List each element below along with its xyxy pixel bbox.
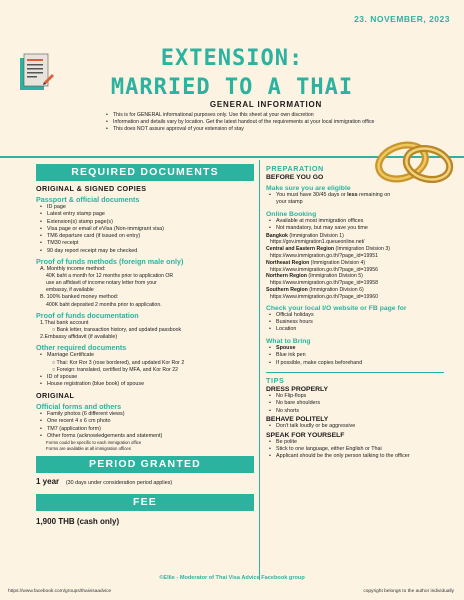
before-you-go-heading: BEFORE YOU GO (266, 174, 324, 181)
list-item: • Available at most immigration offices (266, 218, 446, 225)
list-item: • Spouse (266, 345, 446, 352)
forms-note: Forms could be specific to each immigration office (46, 440, 142, 446)
eligible-list (266, 192, 446, 207)
official-forms-heading: Official forms and others (36, 402, 122, 412)
list-item: • TM30 receipt (40, 240, 254, 247)
preparation-heading: PREPARATION (266, 164, 324, 173)
list-item: • Visa page or email of eVisa (Non-immigrant visa) (40, 226, 254, 233)
official-forms-list (40, 411, 254, 440)
forms-note: Forms are available at all immigration offices (46, 445, 131, 451)
copyright-note: copyright belongs to the author individually (363, 589, 454, 594)
proof-of-funds-heading: Proof of funds methods (foreign male only) (36, 257, 184, 267)
check-local-heading: Check your local I/O website or FB page for (266, 304, 407, 312)
page-title-line1: EXTENSION: (160, 46, 304, 71)
passport-list (40, 204, 254, 255)
region-northern: Northern Region (Immigration Division 5) https://www.immigration.go.th/?page_id=19958 (266, 273, 446, 287)
what-to-bring-heading: What to Bring (266, 337, 311, 345)
list-item: • One recent 4 x 6 cm photo (40, 418, 254, 425)
region-link[interactable]: https://www.immigration.go.th/?page_id=19951 (270, 253, 378, 260)
region-southern: Southern Region (Immigration Division 6) https://www.immigration.go.th/?page_id=19960 (266, 287, 446, 301)
date-label: 23. NOVEMBER, 2023 (354, 14, 450, 24)
proof-method-a-line: 40K baht a month for 12 months prior to application OR (46, 273, 174, 280)
speak-heading: SPEAK FOR YOURSELF (266, 431, 345, 439)
proof-method-b-line: 400K baht deposited 2 months prior to application. (46, 301, 162, 308)
marriage-subitem: ○ Thai: Kor Ror 3 (rose bordered), and updated Kor Ror 2 (52, 359, 185, 366)
marriage-subitem: ○ Foreign: translated, certified by MFA, and Kor Ror 22 (52, 366, 178, 373)
fee-banner: FEE (36, 494, 254, 511)
required-documents-banner: REQUIRED DOCUMENTS (36, 164, 254, 181)
list-item: • Marriage Certificate (40, 352, 254, 359)
list-item: • Extension(s) stamp page(s) (40, 219, 254, 226)
online-booking-heading: Online Booking (266, 210, 317, 218)
list-item: • Not mandatory, but may save you time (266, 225, 446, 232)
list-item: • Don't talk loudly or be aggressive (266, 423, 446, 430)
proof-method-a: A. Monthly income method: (40, 266, 106, 273)
tips-heading: TIPS (266, 376, 285, 386)
fee-value: 1,900 THB (cash only) (36, 517, 120, 527)
list-item: • House registration (blue book) of spouse (40, 381, 254, 388)
page-title-line2: MARRIED TO A THAI (110, 75, 354, 100)
proof-method-b: B. 100% banked money method: (40, 294, 119, 301)
dress-heading: DRESS PROPERLY (266, 386, 329, 394)
region-link[interactable]: https://www.immigration.go.th/?page_id=19956 (270, 266, 378, 273)
column-divider (259, 160, 260, 580)
dress-list (266, 393, 446, 415)
other-documents-list-2 (40, 374, 254, 389)
region-northeast: Northeast Region (Immigration Division 4) https://www.immigration.go.th/?page_id=19956 (266, 260, 446, 274)
general-info-item: • This is for GENERAL informational purposes only. Use this sheet at your own discretion (106, 112, 406, 119)
list-item: • TM7 (application form) (40, 426, 254, 433)
general-information (106, 100, 406, 133)
region-bangkok: Bangkok (Immigration Division 1) https://gov.immigration1.queueonline.net/ (266, 233, 446, 247)
list-item: • Family photos (6 different views) (40, 411, 254, 418)
right-column (266, 163, 446, 461)
region-link[interactable]: https://www.immigration.go.th/?page_id=19958 (270, 280, 378, 287)
footer-credit: ©Ellie - Moderator of Thai Visa Advice Facebook group (159, 575, 305, 581)
funds-doc-item: 2.Embassy affidavit (if available) (40, 333, 118, 340)
behave-heading: BEHAVE POLITELY (266, 416, 329, 424)
what-to-bring-list (266, 345, 446, 367)
list-item: • No bare shoulders (266, 400, 446, 407)
facebook-group-link[interactable]: https://www.facebook.com/groups/thaivisaadvice (8, 589, 112, 594)
list-item: • ID of spouse (40, 374, 254, 381)
proof-method-a-line: embassy, if available (46, 287, 94, 294)
other-documents-list (40, 352, 254, 359)
list-item: • Be polite (266, 439, 446, 446)
funds-documentation-heading: Proof of funds documentation (36, 310, 139, 320)
online-booking-list (266, 218, 446, 233)
list-item: • 90 day report receipt may be checked (40, 248, 254, 255)
list-item: • You must have 30/45 days or less remaining on your stamp (266, 192, 446, 207)
speak-list (266, 439, 446, 461)
original-signed-heading: ORIGINAL & SIGNED COPIES (36, 184, 147, 193)
general-info-item: • Information and details vary by location. Get the latest handout of the requirements at your local immigration office (106, 119, 406, 126)
eligible-heading: Make sure you are eligible (266, 185, 351, 192)
other-documents-heading: Other required documents (36, 343, 127, 353)
left-column (36, 164, 254, 526)
proof-method-a-line: use an affidavit of income notary letter from your (46, 280, 157, 287)
list-item: • If possible, make copies beforehand (266, 360, 446, 367)
period-value: 1 year (30 days under consideration period applies) (36, 477, 173, 487)
list-item: • ID page (40, 204, 254, 211)
check-local-list (266, 312, 446, 334)
list-item: • Applicant should be the only person talking to the officer (266, 453, 446, 460)
general-info-item: • This does NOT assure approval of your extension of stay (106, 126, 406, 133)
list-item: • Official holidays (266, 312, 446, 319)
list-item: • Latest entry stamp page (40, 211, 254, 218)
passport-heading: Passport & official documents (36, 195, 140, 204)
tips-divider (266, 372, 444, 373)
original-heading: ORIGINAL (36, 391, 75, 401)
list-item: • Business hours (266, 319, 446, 326)
list-item: • TM6 departure card (if issued on entry) (40, 233, 254, 240)
region-link[interactable]: https://www.immigration.go.th/?page_id=19960 (270, 293, 378, 300)
list-item: • Stick to one language, either English or Thai (266, 446, 446, 453)
region-link[interactable]: https://gov.immigration1.queueonline.net/ (270, 239, 365, 246)
list-item: • Location (266, 326, 446, 333)
funds-doc-item: 1.Thai bank account (40, 319, 89, 326)
list-item: • No Flip-flops (266, 393, 446, 400)
general-info-heading: GENERAL INFORMATION (209, 100, 323, 109)
list-item: • Blue ink pen (266, 352, 446, 359)
period-granted-banner: PERIOD GRANTED (36, 456, 254, 473)
funds-doc-subitem: ○ Bank letter, transaction history, and updated passbook (52, 326, 182, 333)
title-block (0, 44, 464, 102)
list-item: • No shorts (266, 408, 446, 415)
list-item: • Other forms (acknowledgements and statement) (40, 433, 254, 440)
behave-list (266, 423, 446, 430)
region-central-eastern: Central and Eastern Region (Immigration Division 3) https://www.immigration.go.th/?page_id=19951 (266, 246, 446, 260)
